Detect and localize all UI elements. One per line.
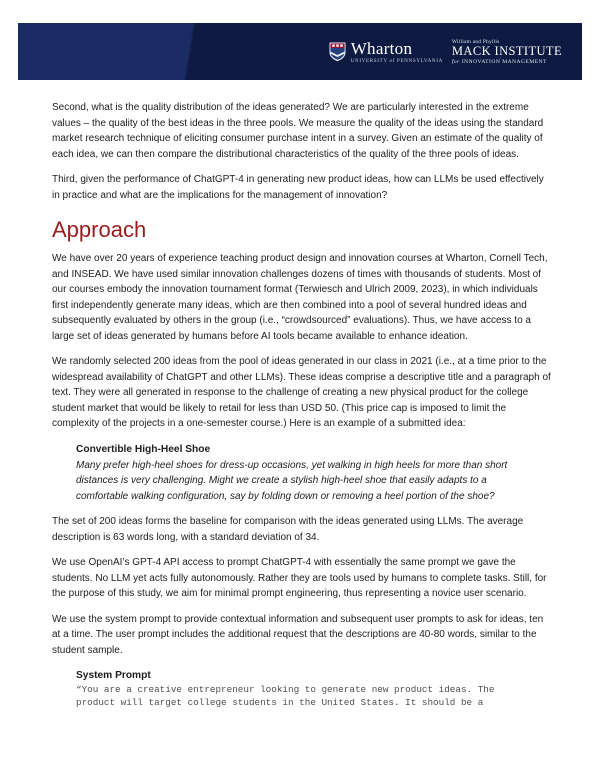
paragraph-baseline: The set of 200 ideas forms the baseline for comparison with the ideas generated using LLMs. The average description is 63 words long, with a standard deviation of 34. [52,516,524,543]
paragraph-second-question: Second, what is the quality distribution of the ideas generated? We are particularly interested in the extreme values – the quality of the best ideas in the three pools. We measure the quality of the ideas using the standard market research technique of eliciting consumer purchase intent in a survey. Given an estimate of the quality of each idea, we can then compare the distributional characteristics of the quality of the three pools of ideas. [52,102,544,160]
system-prompt-title: System Prompt [76,670,151,681]
mack-tagline-prefix: for [451,58,460,65]
paragraph-experience: We have over 20 years of experience teaching product design and innovation courses at Wharton, Cornell Tech, and INSEAD. We have used similar innovation challenges dozens of times with thousands of students. Most of our courses embody the innovation tournament format (Terwiesch and Ulrich 2009, 2023), in which individuals first independently generate many ideas, which are then combined into a pool of several hundred ideas and subsequently evaluated by others in the group (i.e., “crowdsourced” evaluations). Thus, we have access to a large set of ideas generated by humans before AI tools became available to enhance ideation. [52,253,548,342]
example-idea-block [76,442,554,505]
mack-patrons-label: William and Phyllis [451,38,500,45]
paragraph-prompt-structure: We use the system prompt to provide contextual information and subsequent user prompts to ask for ideas, ten at a time. The user prompt includes the additional request that the descriptions are 40-80 words, similar to the student sample. [52,613,544,656]
wharton-wordmark: Wharton [350,38,413,58]
system-prompt-line: “You are a creative entrepreneur looking to generate new product ideas. The [76,684,495,695]
system-prompt-line: product will target college students in the United States. It should be a [76,696,484,708]
example-idea-description: Many prefer high-heel shoes for dress-up occasions, yet walking in high heels for more than short distances is very challenging. Might we create a stylish high-heel shoe that easily adapts to a comfortable walking configuration, say by folding down or removing a heel portion of the shoe? [76,459,508,502]
paragraph-api-usage: We use OpenAI’s GPT-4 API access to prompt ChatGPT-4 with essentially the same prompt we gave the students. No LLM yet acts fully autonomously. Rather they are tools used by humans to complete tasks. Still, for the purpose of this study, we aim for minimal prompt engineering, thus representing a novice user scenario. [52,557,547,599]
mack-tagline-text: INNOVATION MANAGEMENT [461,58,547,65]
approach-section-heading: Approach [52,217,147,242]
system-prompt-block [76,668,554,709]
header-bar [18,23,582,80]
example-idea-title: Convertible High-Heel Shoe [76,443,211,455]
mack-institute-logo [452,39,562,65]
wharton-university-label: UNIVERSITY of PENNSYLVANIA [350,58,443,64]
mack-institute-name: MACK INSTITUTE [451,43,562,58]
document-body [52,100,554,709]
mack-institute-tagline [452,59,562,65]
wharton-wordmark-group [351,40,443,64]
paragraph-third-question: Third, given the performance of ChatGPT-4 in generating new product ideas, how can LLMs be used effectively in practice and what are the implications for the management of innovation? [52,174,544,201]
paragraph-sample-selection: We randomly selected 200 ideas from the pool of ideas generated in our class in 2021 (i.e., at a time prior to the widespread availability of ChatGPT and other LLMs). These ideas comprise a descriptive title and a paragraph of text. They were all generated in response to the challenge of creating a new physical product for the college student market that would be likely to retail for less than USD 50. (This price cap is imposed to limit the complexity of the projects in a one-semester course.) Here is an example of a submitted idea: [52,356,551,429]
wharton-shield-icon [329,42,346,62]
wharton-logo [329,40,443,64]
